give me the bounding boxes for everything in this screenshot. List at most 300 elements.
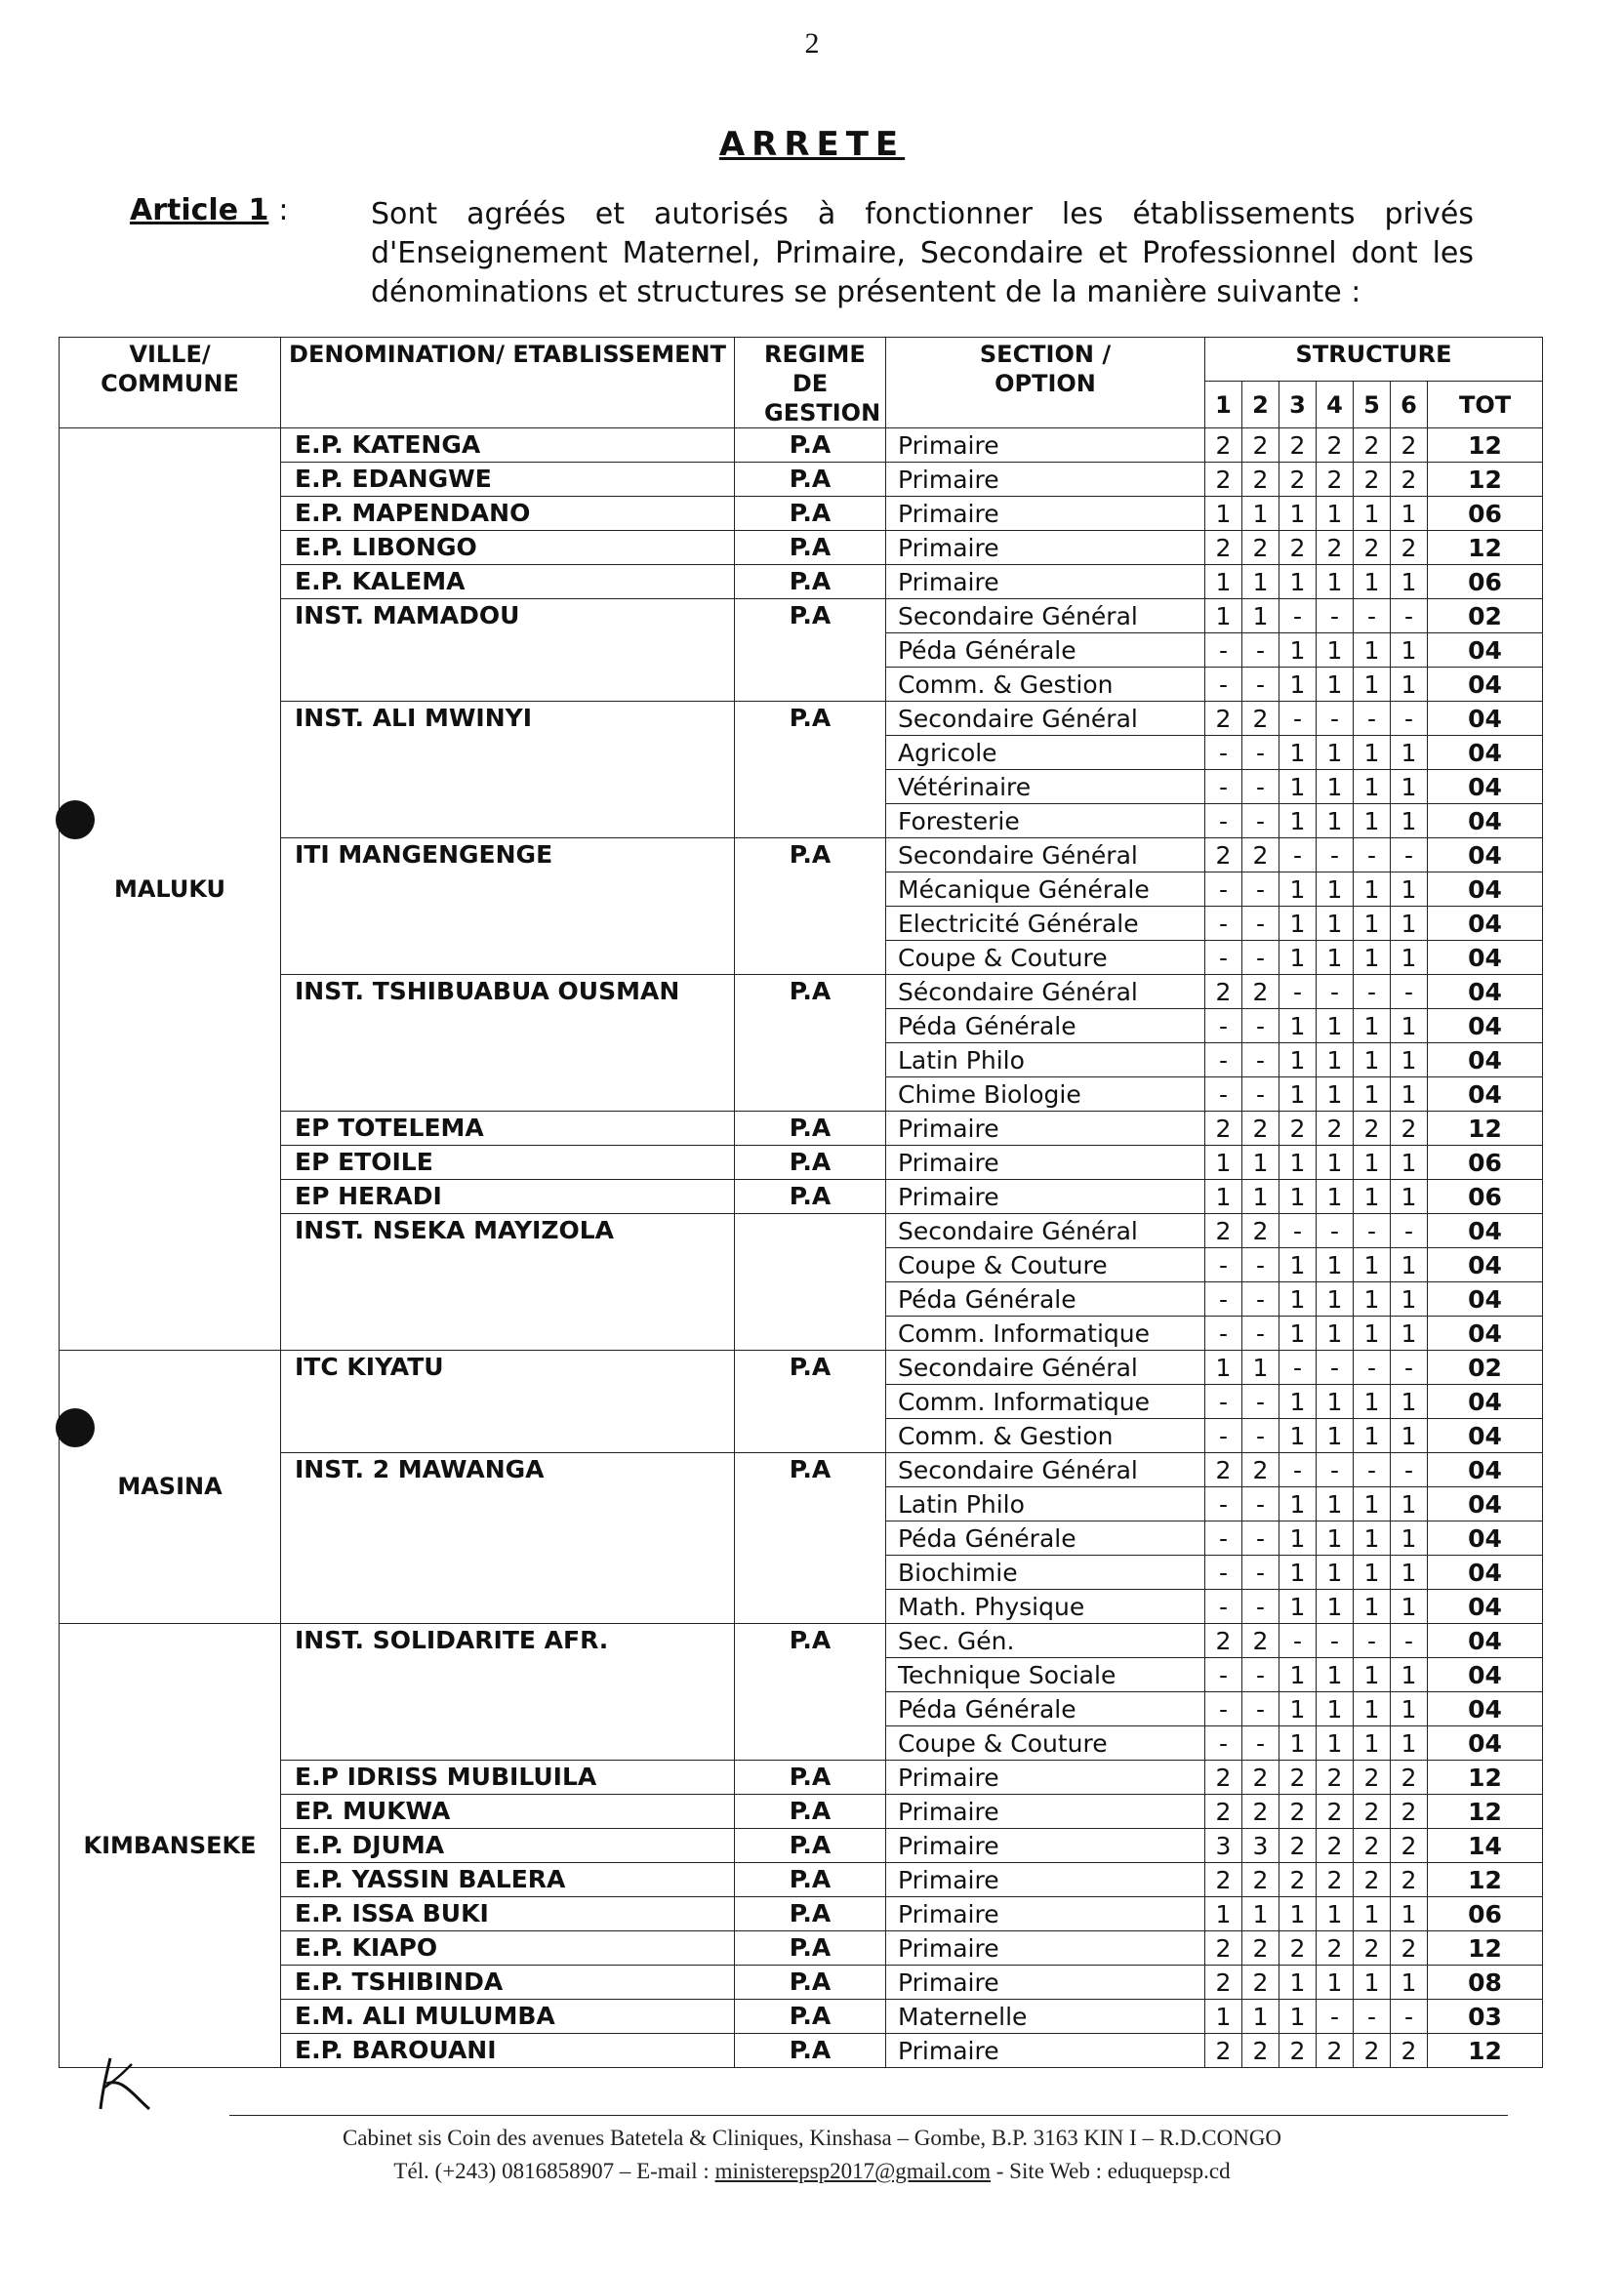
section-option: Primaire [886,428,1205,463]
table-row [60,1351,1543,1385]
total-count: 04 [1428,1624,1543,1658]
level-4-count: - [1317,975,1354,1009]
level-4-count: - [1317,1351,1354,1385]
total-count: 04 [1428,770,1543,804]
level-4-count: 1 [1317,1419,1354,1453]
section-option: Primaire [886,565,1205,599]
level-4-count: 1 [1317,565,1354,599]
section-option: Primaire [886,463,1205,497]
level-3-count: 2 [1279,1829,1317,1863]
level-4-count: 2 [1317,2034,1354,2068]
table-row [60,838,1543,872]
level-3-count: - [1279,599,1317,633]
total-count: 04 [1428,1317,1543,1351]
level-5-count: - [1354,1453,1391,1487]
level-3-count: 2 [1279,428,1317,463]
section-option: Math. Physique [886,1590,1205,1624]
level-6-count: 2 [1391,1863,1428,1897]
level-4-count: 1 [1317,1385,1354,1419]
table-row [60,1931,1543,1966]
establishments-table-body [60,428,1543,2068]
management-regime: P.A [735,1897,886,1931]
establishment-name: INST. TSHIBUABUA OUSMAN [281,975,735,1112]
level-2-count: 2 [1242,1761,1279,1795]
level-5-count: 1 [1354,1248,1391,1282]
section-option: Technique Sociale [886,1658,1205,1692]
level-5-count: 1 [1354,872,1391,907]
total-count: 12 [1428,1761,1543,1795]
level-6-count: 2 [1391,1829,1428,1863]
management-regime [735,1214,886,1351]
total-count: 04 [1428,1590,1543,1624]
table-row [60,1761,1543,1795]
section-option: Primaire [886,1146,1205,1180]
level-2-count: - [1242,736,1279,770]
level-6-count: 1 [1391,1248,1428,1282]
level-1-count: 1 [1205,565,1242,599]
level-2-count: 1 [1242,497,1279,531]
level-3-count: 1 [1279,872,1317,907]
establishment-name: E.P. TSHIBINDA [281,1966,735,2000]
level-5-count: 2 [1354,531,1391,565]
level-5-count: 1 [1354,1419,1391,1453]
level-2-count: 2 [1242,1863,1279,1897]
management-regime: P.A [735,2034,886,2068]
total-count: 04 [1428,1658,1543,1692]
level-3-count: 1 [1279,565,1317,599]
table-row [60,1214,1543,1248]
level-6-count: 1 [1391,1521,1428,1556]
level-6-count: 1 [1391,1146,1428,1180]
total-count: 02 [1428,599,1543,633]
level-1-count: 2 [1205,702,1242,736]
section-option: Péda Générale [886,633,1205,668]
level-6-count: - [1391,599,1428,633]
level-1-count: - [1205,1077,1242,1112]
section-option: Primaire [886,1761,1205,1795]
total-count: 12 [1428,1863,1543,1897]
level-1-count: - [1205,804,1242,838]
level-3-count: 1 [1279,907,1317,941]
management-regime: P.A [735,1795,886,1829]
level-2-count: 1 [1242,1897,1279,1931]
level-5-count: 2 [1354,1829,1391,1863]
level-4-count: 2 [1317,1829,1354,1863]
section-option: Comm. Informatique [886,1317,1205,1351]
level-1-count: - [1205,633,1242,668]
level-1-count: 2 [1205,1624,1242,1658]
level-2-count: 2 [1242,1931,1279,1966]
section-option: Primaire [886,1863,1205,1897]
level-6-count: 1 [1391,804,1428,838]
level-1-count: 1 [1205,599,1242,633]
level-6-count: - [1391,838,1428,872]
level-4-count: 1 [1317,736,1354,770]
total-count: 04 [1428,975,1543,1009]
level-6-count: 1 [1391,1419,1428,1453]
level-6-count: 2 [1391,1795,1428,1829]
level-5-count: 1 [1354,770,1391,804]
section-option: Coupe & Couture [886,1726,1205,1761]
level-2-count: - [1242,1385,1279,1419]
section-option: Primaire [886,497,1205,531]
level-6-count: 1 [1391,872,1428,907]
level-1-count: 1 [1205,497,1242,531]
level-1-count: - [1205,1692,1242,1726]
level-2-count: 2 [1242,463,1279,497]
level-2-count: - [1242,941,1279,975]
level-6-count: 1 [1391,668,1428,702]
level-2-count: - [1242,804,1279,838]
level-5-count: - [1354,1214,1391,1248]
level-2-count: 2 [1242,1966,1279,2000]
article-colon: : [278,193,289,227]
level-5-count: 1 [1354,1487,1391,1521]
level-2-count: - [1242,1658,1279,1692]
level-5-count: 1 [1354,497,1391,531]
level-5-count: - [1354,702,1391,736]
header-level-6: 6 [1391,382,1428,428]
level-6-count: 2 [1391,2034,1428,2068]
level-5-count: 1 [1354,633,1391,668]
total-count: 04 [1428,1077,1543,1112]
level-2-count: - [1242,1521,1279,1556]
level-3-count: 1 [1279,1556,1317,1590]
total-count: 04 [1428,1556,1543,1590]
management-regime: P.A [735,1863,886,1897]
section-option: Coupe & Couture [886,1248,1205,1282]
section-option: Primaire [886,1112,1205,1146]
level-4-count: 1 [1317,1590,1354,1624]
level-6-count: 1 [1391,770,1428,804]
establishment-name: E.P. YASSIN BALERA [281,1863,735,1897]
level-4-count: 1 [1317,1897,1354,1931]
level-2-count: 2 [1242,838,1279,872]
level-3-count: 1 [1279,1009,1317,1043]
decree-heading: ARRETE [718,125,906,164]
level-1-count: - [1205,1556,1242,1590]
establishments-table-wrapper [59,337,1543,2068]
level-1-count: 2 [1205,531,1242,565]
level-5-count: - [1354,838,1391,872]
establishment-name: E.P. BAROUANI [281,2034,735,2068]
level-4-count: 1 [1317,1248,1354,1282]
level-6-count: - [1391,975,1428,1009]
footer-address: Cabinet sis Coin des avenues Batetela & Cliniques, Kinshasa – Gombe, B.P. 3163 KIN I – R.D.CONGO [342,2126,1282,2150]
level-6-count: 1 [1391,1556,1428,1590]
total-count: 06 [1428,565,1543,599]
level-6-count: - [1391,1624,1428,1658]
establishment-name: INST. 2 MAWANGA [281,1453,735,1624]
establishment-name: ITC KIYATU [281,1351,735,1453]
level-5-count: 1 [1354,907,1391,941]
level-4-count: 2 [1317,1863,1354,1897]
total-count: 04 [1428,1043,1543,1077]
management-regime: P.A [735,1146,886,1180]
footer [0,2122,1624,2188]
section-option: Péda Générale [886,1521,1205,1556]
section-option: Biochimie [886,1556,1205,1590]
page-number: 2 [804,27,820,60]
level-2-count: - [1242,1487,1279,1521]
level-3-count: 1 [1279,1521,1317,1556]
hole-punch-mark [56,800,95,839]
level-6-count: 1 [1391,1077,1428,1112]
level-4-count: 2 [1317,1931,1354,1966]
level-5-count: 2 [1354,1795,1391,1829]
level-4-count: 1 [1317,1726,1354,1761]
level-4-count: 2 [1317,1112,1354,1146]
level-5-count: 1 [1354,1726,1391,1761]
level-1-count: - [1205,1487,1242,1521]
level-1-count: 2 [1205,1931,1242,1966]
level-5-count: 1 [1354,736,1391,770]
header-section: SECTION / OPTION [886,338,1205,428]
level-2-count: 1 [1242,1180,1279,1214]
level-2-count: - [1242,1282,1279,1317]
level-6-count: - [1391,2000,1428,2034]
level-5-count: 1 [1354,1521,1391,1556]
level-1-count: 2 [1205,1453,1242,1487]
level-4-count: 1 [1317,1556,1354,1590]
level-5-count: 1 [1354,1317,1391,1351]
level-3-count: 2 [1279,531,1317,565]
level-3-count: 1 [1279,1419,1317,1453]
establishment-name: INST. SOLIDARITE AFR. [281,1624,735,1761]
level-3-count: 2 [1279,2034,1317,2068]
level-2-count: - [1242,1077,1279,1112]
table-row [60,531,1543,565]
management-regime: P.A [735,702,886,838]
level-6-count: 2 [1391,1761,1428,1795]
level-5-count: 1 [1354,565,1391,599]
establishment-name: E.P. LIBONGO [281,531,735,565]
level-6-count: 1 [1391,565,1428,599]
level-2-count: - [1242,1590,1279,1624]
level-3-count: 2 [1279,463,1317,497]
level-6-count: 1 [1391,1726,1428,1761]
level-4-count: 2 [1317,531,1354,565]
total-count: 12 [1428,1795,1543,1829]
establishment-name: INST. NSEKA MAYIZOLA [281,1214,735,1351]
level-1-count: - [1205,1726,1242,1761]
establishment-name: E.P. KATENGA [281,428,735,463]
level-4-count: 1 [1317,872,1354,907]
level-2-count: 1 [1242,1146,1279,1180]
level-3-count: 1 [1279,804,1317,838]
total-count: 04 [1428,838,1543,872]
total-count: 14 [1428,1829,1543,1863]
level-6-count: 1 [1391,1043,1428,1077]
level-2-count: 2 [1242,428,1279,463]
establishment-name: E.P IDRISS MUBILUILA [281,1761,735,1795]
article-label [130,193,288,227]
level-3-count: 1 [1279,1317,1317,1351]
level-2-count: - [1242,872,1279,907]
level-6-count: 1 [1391,1317,1428,1351]
total-count: 04 [1428,872,1543,907]
total-count: 12 [1428,531,1543,565]
level-4-count: 1 [1317,1009,1354,1043]
level-1-count: 2 [1205,1966,1242,2000]
level-1-count: - [1205,1009,1242,1043]
level-3-count: 1 [1279,1726,1317,1761]
commune-cell: MALUKU [60,428,281,1351]
level-5-count: 1 [1354,1043,1391,1077]
level-6-count: 1 [1391,633,1428,668]
establishment-name: E.P. ISSA BUKI [281,1897,735,1931]
level-1-count: - [1205,1385,1242,1419]
level-1-count: 2 [1205,838,1242,872]
table-row [60,1180,1543,1214]
total-count: 06 [1428,497,1543,531]
total-count: 04 [1428,668,1543,702]
level-5-count: 1 [1354,1556,1391,1590]
establishment-name: EP HERADI [281,1180,735,1214]
section-option: Secondaire Général [886,838,1205,872]
management-regime: P.A [735,975,886,1112]
total-count: 03 [1428,2000,1543,2034]
level-5-count: 2 [1354,1112,1391,1146]
header-regime: REGIME DE GESTION [735,338,886,428]
level-4-count: 1 [1317,1043,1354,1077]
level-1-count: - [1205,1317,1242,1351]
total-count: 12 [1428,1112,1543,1146]
level-6-count: 1 [1391,1658,1428,1692]
total-count: 06 [1428,1897,1543,1931]
level-1-count: 1 [1205,1897,1242,1931]
level-4-count: 2 [1317,428,1354,463]
establishment-name: E.P. DJUMA [281,1829,735,1863]
level-6-count: - [1391,1214,1428,1248]
level-3-count: 1 [1279,633,1317,668]
section-option: Latin Philo [886,1487,1205,1521]
level-5-count: 2 [1354,1761,1391,1795]
level-6-count: 1 [1391,1180,1428,1214]
level-2-count: 2 [1242,702,1279,736]
article-text: Sont agréés et autorisés à fonctionner les établissements privés d'Enseignement Maternel, Primaire, Secondaire et Professionnel dont les dénominations et structures se présentent de la manière suivante : [371,197,1474,309]
section-option: Secondaire Général [886,702,1205,736]
management-regime: P.A [735,1351,886,1453]
establishment-name: INST. MAMADOU [281,599,735,702]
section-option: Primaire [886,1966,1205,2000]
table-row [60,1624,1543,1658]
total-count: 04 [1428,1453,1543,1487]
level-1-count: - [1205,770,1242,804]
level-2-count: - [1242,1419,1279,1453]
level-6-count: 1 [1391,1966,1428,2000]
level-2-count: 2 [1242,2034,1279,2068]
table-row [60,565,1543,599]
level-4-count: - [1317,1453,1354,1487]
level-5-count: 2 [1354,463,1391,497]
total-count: 08 [1428,1966,1543,2000]
level-1-count: 2 [1205,1761,1242,1795]
establishment-name: EP TOTELEMA [281,1112,735,1146]
section-option: Primaire [886,1829,1205,1863]
management-regime: P.A [735,838,886,975]
level-4-count: 1 [1317,1180,1354,1214]
level-6-count: 1 [1391,941,1428,975]
section-option: Secondaire Général [886,599,1205,633]
management-regime: P.A [735,1931,886,1966]
level-5-count: 1 [1354,1658,1391,1692]
commune-cell: KIMBANSEKE [60,1624,281,2068]
level-4-count: 2 [1317,1761,1354,1795]
level-2-count: 2 [1242,1453,1279,1487]
level-1-count: 2 [1205,1795,1242,1829]
section-option: Maternelle [886,2000,1205,2034]
total-count: 04 [1428,1248,1543,1282]
level-2-count: - [1242,1556,1279,1590]
level-2-count: - [1242,668,1279,702]
table-row [60,497,1543,531]
table-row [60,599,1543,633]
section-option: Primaire [886,1897,1205,1931]
total-count: 04 [1428,941,1543,975]
total-count: 12 [1428,463,1543,497]
level-3-count: - [1279,1351,1317,1385]
section-option: Secondaire Général [886,1351,1205,1385]
commune-cell: MASINA [60,1351,281,1624]
level-1-count: - [1205,1590,1242,1624]
level-4-count: 2 [1317,1795,1354,1829]
section-option: Péda Générale [886,1009,1205,1043]
table-row [60,702,1543,736]
total-count: 04 [1428,1385,1543,1419]
level-6-count: 1 [1391,1385,1428,1419]
total-count: 04 [1428,1009,1543,1043]
level-5-count: 2 [1354,1931,1391,1966]
level-6-count: 2 [1391,463,1428,497]
management-regime: P.A [735,1829,886,1863]
header-ville: VILLE/ COMMUNE [60,338,281,428]
footer-contact [0,2155,1624,2188]
table-row [60,975,1543,1009]
management-regime: P.A [735,599,886,702]
level-5-count: - [1354,2000,1391,2034]
level-1-count: - [1205,1521,1242,1556]
level-3-count: - [1279,975,1317,1009]
table-row [60,1966,1543,2000]
level-2-count: 2 [1242,531,1279,565]
level-2-count: - [1242,1009,1279,1043]
level-2-count: 2 [1242,1112,1279,1146]
section-option: Primaire [886,1180,1205,1214]
level-2-count: - [1242,1317,1279,1351]
level-5-count: - [1354,599,1391,633]
header-level-1: 1 [1205,382,1242,428]
header-denomination: DENOMINATION/ ETABLISSEMENT [281,338,735,428]
level-3-count: 1 [1279,1043,1317,1077]
management-regime: P.A [735,2000,886,2034]
establishment-name: INST. ALI MWINYI [281,702,735,838]
section-option: Coupe & Couture [886,941,1205,975]
level-6-count: - [1391,1453,1428,1487]
level-4-count: 1 [1317,1317,1354,1351]
level-5-count: 1 [1354,668,1391,702]
level-1-count: - [1205,1282,1242,1317]
level-4-count: 1 [1317,633,1354,668]
level-6-count: 1 [1391,1282,1428,1317]
section-option: Vétérinaire [886,770,1205,804]
level-5-count: 1 [1354,804,1391,838]
management-regime: P.A [735,1112,886,1146]
level-3-count: 2 [1279,1112,1317,1146]
header-level-3: 3 [1279,382,1317,428]
level-1-count: - [1205,1248,1242,1282]
footer-email-link[interactable]: ministerepsp2017@gmail.com [714,2159,992,2183]
